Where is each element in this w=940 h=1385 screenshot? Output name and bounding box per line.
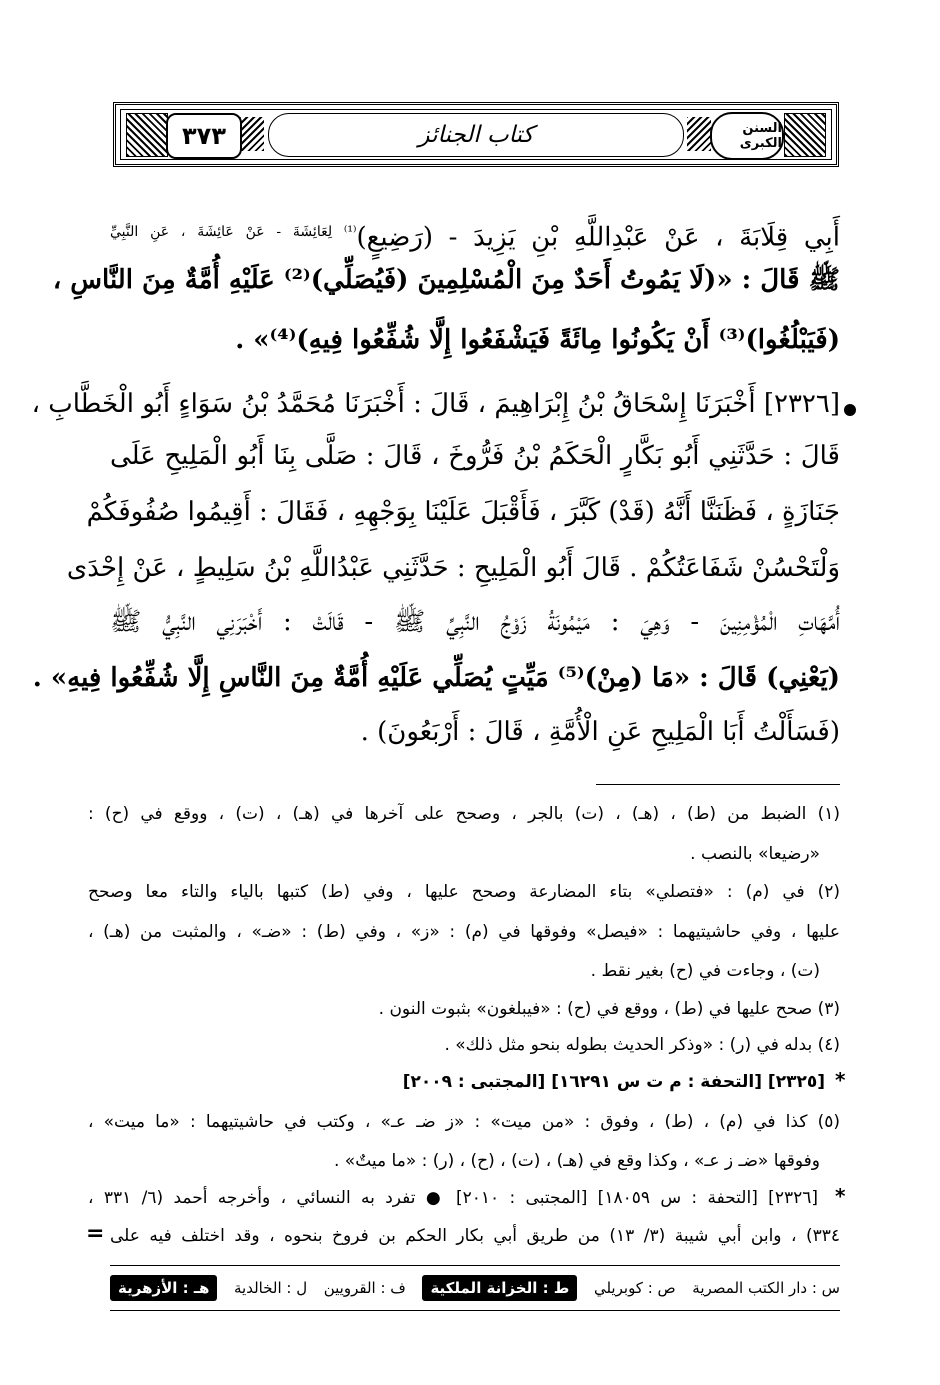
text-line: قَالَ : حَدَّثَنِي أَبُو بَكَّارٍ الْحَكَمُ بْنُ فَرُّوخَ ، قَالَ : صَلَّى بِنَا أَبُو الْمَلِيحِ عَلَى (110, 441, 840, 471)
ornament-icon (240, 117, 264, 151)
text-line: (فَيَبْلُغُوا)⁽³⁾ أَنْ يَكُونُوا مِائَةً فَيَشْفَعُوا إِلَّا شُفِّعُوا فِيهِ)⁽⁴⁾» . (235, 325, 840, 355)
star-icon: * (835, 1184, 846, 1208)
text-line: جَنَازَةٍ ، فَظَنَنَّا أَنَّهُ (قَدْ) كَبَّرَ ، فَأَقْبَلَ عَلَيْنَا بِوَجْهِهِ ، فَقَالَ : أَقِيمُوا صُفُوفَكُمْ (86, 497, 840, 527)
footnote-line: (١) الضبط من (ط) ، (هـ) ، (ت) بالجر ، وصحح على آخرها في (هـ) ، (ت) ، ووقع في (ح) : (88, 804, 840, 824)
manuscript-legend (110, 1265, 840, 1311)
legend-item-highlighted: هـ : الأزهرية (110, 1275, 217, 1301)
footnote-line: (٢) في (م) : «فتصلي» بتاء المضارعة وصحح عليها ، وفي (ط) كتبها بالياء والتاء معا وصحح (88, 882, 840, 902)
footnote-line: ٣٣٤) ، وابن أبي شيبة (٣/ ١٣) من طريق أبي بكار الحكم بن فروخ بنحوه ، وقد اختلف فيه على (110, 1226, 840, 1246)
legend-item: ف : القرويين (323, 1279, 406, 1297)
text-line: (يَعْنِي) قَالَ : «مَا (مِنْ)⁽⁵⁾ مَيِّتٍ يُصَلِّي عَلَيْهِ أُمَّةٌ مِنَ النَّاسِ إِلَّا شُفِّعُوا فِيهِ» . (32, 663, 840, 693)
chapter-title: كتاب الجنائز (268, 113, 684, 157)
legend-item-highlighted: ط : الخزانة الملكية (422, 1275, 577, 1301)
footnote-line: عليها ، وفي حاشيتيهما : «فيصل» وفوقها في (م) : «ز» ، وفي (ط) : «ضـ» ، والمثبت من (هـ) ، (88, 922, 840, 942)
footnote-divider (596, 784, 840, 785)
footnote-line: (٤) بدله في (ر) : «وذكر الحديث بطوله بنحو مثل ذلك» . (444, 1035, 840, 1055)
footnote-line: وفوقها «ضـ ز عـ» ، وكذا وقع في (هـ) ، (ت) ، (ح) ، (ر) : «ما ميتٌ» . (334, 1151, 820, 1171)
continuation-mark: = (86, 1221, 105, 1246)
takhrij-line: [٢٣٢٦] [التحفة : س ١٨٠٥٩] [المجتبى : ٢٠١٠] ● تفرد به النسائي ، وأخرجه أحمد (٦/ ٣٣١ ، (88, 1188, 818, 1208)
bullet-icon (844, 404, 856, 416)
takhrij-line: [٢٣٢٥] [التحفة : م ت س ١٦٢٩١] [المجتبى : ٢٠٠٩] (402, 1072, 825, 1092)
text-line: ﷺ قَالَ : «(لَا يَمُوتُ أَحَدٌ مِنَ الْمُسْلِمِينَ (فَيُصَلِّي)⁽²⁾ عَلَيْهِ أُمَّةٌ مِنَ النَّاسِ ، (52, 265, 840, 295)
ornament-icon (126, 113, 168, 157)
text-line: أَبِي قِلَابَةَ ، عَنْ عَبْدِاللَّهِ بْنِ يَزِيدَ - (رَضِيعٍ)$^{^{(1)} لِعَائِشَةَ - عَنْ عَائِشَةَ ، عَنِ النَّبِيِّ}$ (110, 222, 840, 253)
footnote-line: (ت) ، وجاءت في (ح) بغير نقط . (590, 961, 820, 981)
legend-item: ل : الخالدية (234, 1279, 308, 1297)
legend-item: س : دار الكتب المصرية (692, 1279, 840, 1297)
text-line: أُمَّهَاتِ الْمُؤْمِنِينَ - وَهِيَ : مَيْمُونَةُ زَوْجُ النَّبِيِّ ﷺ - قَالَتْ : أَخْبَرَنِي النَّبِيُّ ﷺ (110, 607, 840, 637)
page-header (113, 102, 839, 167)
legend-item: ص : كوبريلي (593, 1279, 676, 1297)
ornament-icon (784, 113, 826, 157)
footnote-line: (٥) كذا في (م) ، (ط) ، وفوق : «من ميت» : «ز ضـ عـ» ، وكتب في حاشيتيهما : «ما ميت» ، (88, 1112, 840, 1132)
page-number: ٣٧٣ (166, 113, 242, 159)
text-line: (فَسَأَلْتُ أَبَا الْمَلِيحِ عَنِ الْأُمَّةِ ، قَالَ : أَرْبَعُونَ) . (360, 717, 840, 747)
series-seal-logo: السنن الكبرى (710, 112, 784, 160)
ornament-icon (687, 117, 711, 151)
star-icon: * (835, 1068, 846, 1092)
footnote-line: «رضيعا» بالنصب . (690, 844, 820, 864)
footnote-line: (٣) صحح عليها في (ط) ، ووقع في (ح) : «فيبلغون» بثبوت النون . (378, 999, 840, 1019)
text-line: وَلْتَحْسُنْ شَفَاعَتُكُمْ . قَالَ أَبُو الْمَلِيحِ : حَدَّثَنِي عَبْدُاللَّهِ بْنُ سَلِيطٍ ، عَنْ إِحْدَى (66, 553, 840, 583)
text-line: [٢٣٢٦] أَخْبَرَنَا إِسْحَاقُ بْنُ إِبْرَاهِيمَ ، قَالَ : أَخْبَرَنَا مُحَمَّدُ بْنُ سَوَاءٍ أَبُو الْخَطَّابِ ، (31, 389, 840, 419)
